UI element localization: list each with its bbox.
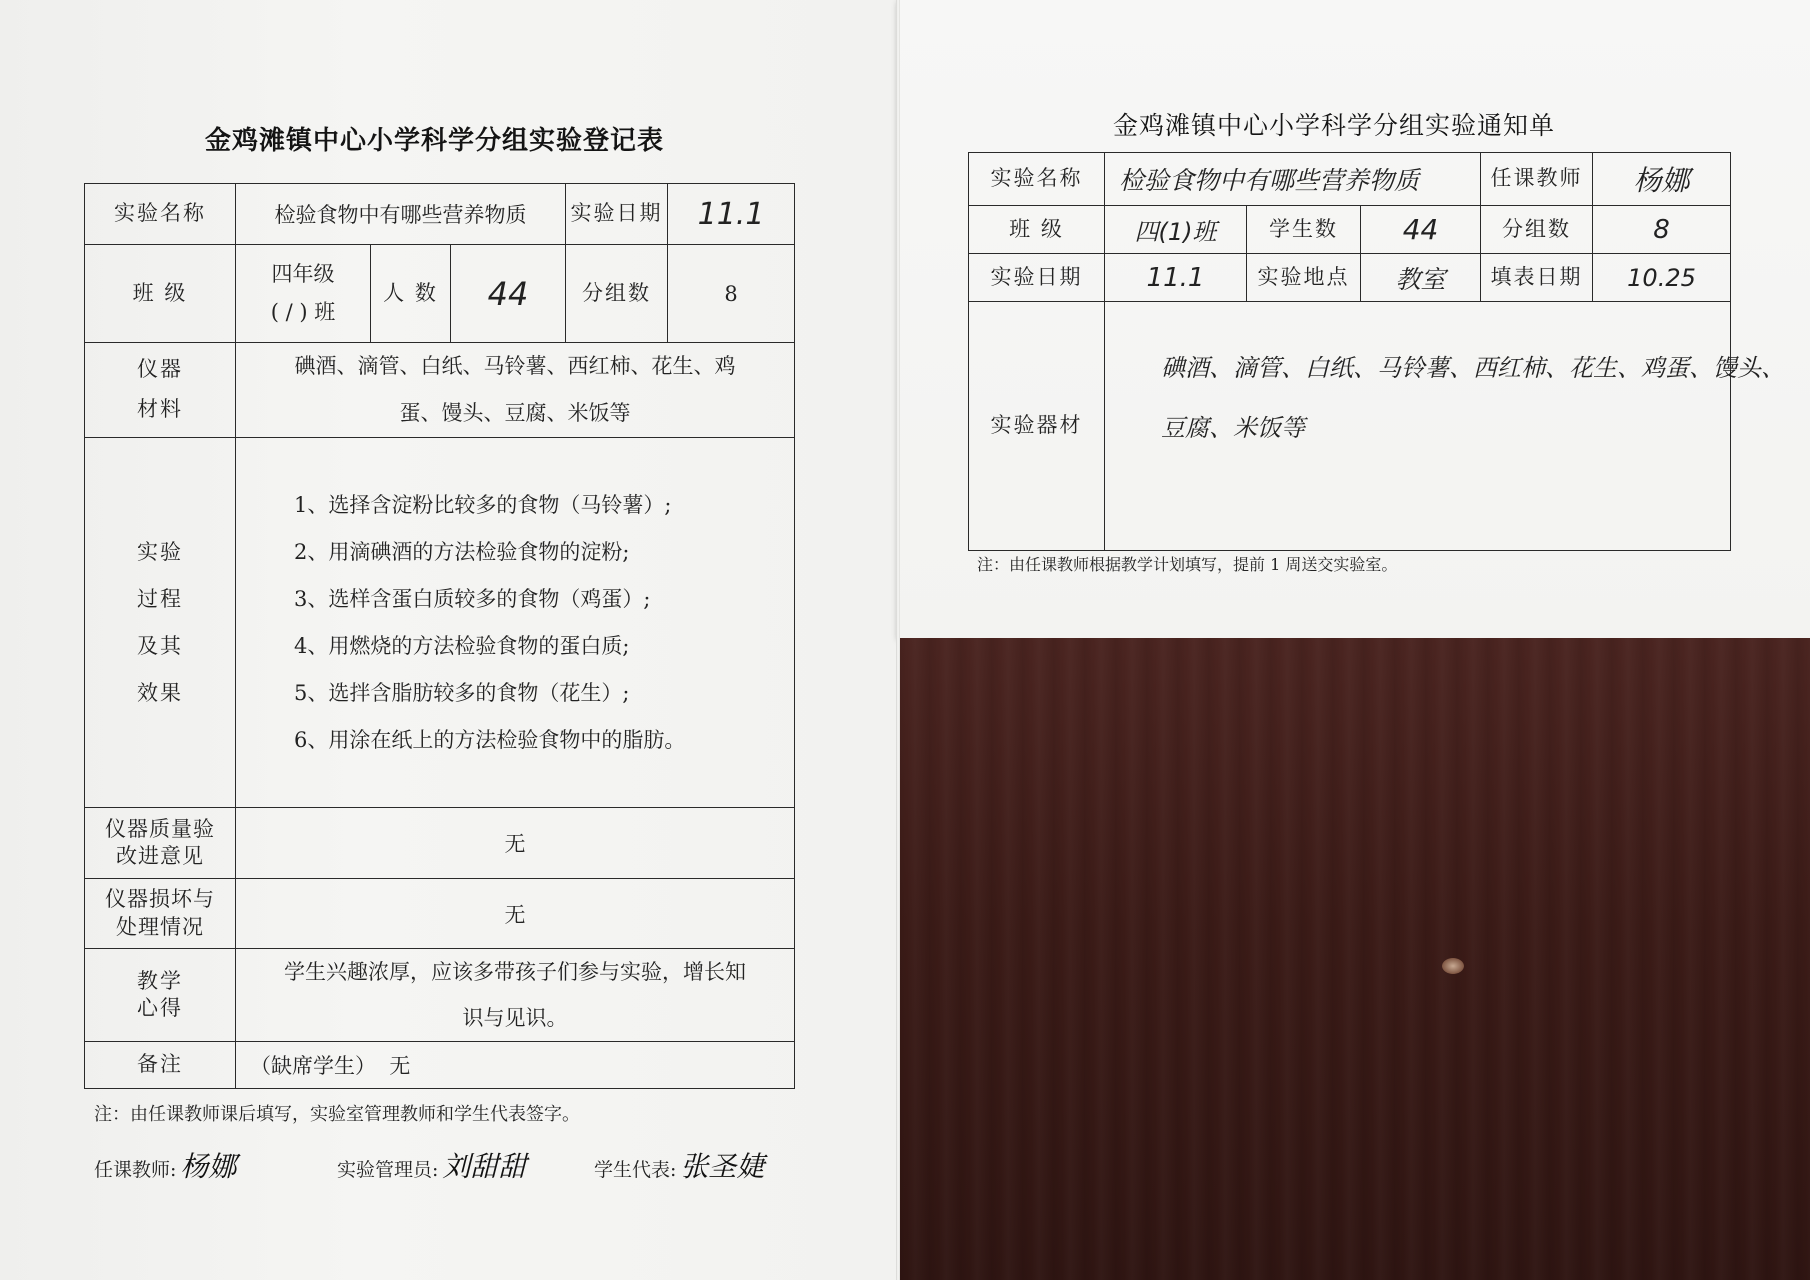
student-signature — [594, 1145, 764, 1185]
materials-line1: 碘酒、滴管、白纸、马铃薯、西红柿、花生、鸡 — [294, 354, 736, 378]
step-6: 6、用涂在纸上的方法检验食物中的脂肪。 — [294, 727, 686, 752]
experiment-name-label: 实验名称 — [85, 184, 236, 245]
materials-value — [236, 343, 795, 438]
process-label-1: 实验 — [137, 539, 183, 564]
notice-materials-line1: 碘酒、滴管、白纸、马铃薯、西红柿、花生、鸡蛋、馒头、 — [1161, 354, 1785, 382]
damage-label — [85, 879, 236, 949]
table-row — [969, 302, 1731, 551]
reflection-line2: 识与见识。 — [462, 1006, 568, 1030]
table-row — [969, 254, 1731, 302]
notice-materials-label: 实验器材 — [969, 302, 1105, 551]
notice-class-value: 四(1)班 — [1105, 206, 1247, 254]
teacher-signature — [94, 1145, 236, 1185]
notice-groups-label: 分组数 — [1481, 206, 1593, 254]
registration-table — [84, 183, 795, 1089]
notice-teacher-label: 任课教师 — [1481, 153, 1593, 206]
notice-table — [968, 152, 1785, 551]
quality-label-line2: 改进意见 — [116, 844, 204, 868]
wood-knot — [1442, 958, 1464, 974]
process-label-4: 效果 — [137, 680, 183, 705]
step-4: 4、用燃烧的方法检验食物的蛋白质; — [294, 633, 630, 658]
right-form-title: 金鸡滩镇中心小学科学分组实验通知单 — [1113, 111, 1556, 140]
admin-signature — [337, 1145, 526, 1185]
notice-name-value: 检验食物中有哪些营养物质 — [1105, 153, 1481, 206]
left-form-title: 金鸡滩镇中心小学科学分组实验登记表 — [205, 126, 665, 156]
damage-label-line1: 仪器损坏与 — [105, 887, 215, 912]
materials-line2: 蛋、馒头、豆腐、米饭等 — [399, 401, 631, 425]
admin-signature-value: 刘甜甜 — [442, 1150, 527, 1183]
quality-label-line1: 仪器质量验 — [105, 816, 215, 841]
table-row — [85, 438, 795, 808]
count-label: 人 数 — [371, 245, 451, 343]
materials-label-line2: 材料 — [137, 397, 183, 421]
class-label: 班 级 — [85, 245, 236, 343]
process-steps — [236, 438, 795, 808]
notice-class-label: 班 级 — [969, 206, 1105, 254]
paper-edge — [896, 0, 900, 1280]
experiment-date-label: 实验日期 — [566, 184, 668, 245]
teacher-signature-value: 杨娜 — [180, 1150, 237, 1183]
process-label — [85, 438, 236, 808]
damage-label-line2: 处理情况 — [116, 914, 204, 939]
remark-label: 备注 — [85, 1042, 236, 1089]
remark-value: （缺席学生） 无 — [236, 1042, 795, 1089]
quality-label — [85, 808, 236, 879]
count-value: 44 — [451, 245, 566, 343]
table-row — [85, 184, 795, 245]
table-row — [85, 1042, 795, 1089]
materials-label-line1: 仪器 — [137, 357, 183, 382]
left-form-note: 注：由任课教师课后填写，实验室管理教师和学生代表签字。 — [94, 1104, 580, 1125]
table-row — [85, 879, 795, 949]
notice-date-value: 11.1 — [1105, 254, 1247, 302]
notice-date-label: 实验日期 — [969, 254, 1105, 302]
groups-label: 分组数 — [566, 245, 668, 343]
experiment-date-value: 11.1 — [668, 184, 795, 245]
process-label-2: 过程 — [137, 586, 183, 611]
notice-students-value: 44 — [1361, 206, 1481, 254]
experiment-name-value: 检验食物中有哪些营养物质 — [236, 184, 566, 245]
notice-materials-line2: 豆腐、米饭等 — [1161, 414, 1305, 442]
notice-materials-value — [1105, 302, 1785, 551]
notice-name-label: 实验名称 — [969, 153, 1105, 206]
step-1: 1、选择含淀粉比较多的食物（马铃薯）; — [294, 492, 672, 517]
table-row — [85, 808, 795, 879]
student-signature-label: 学生代表: — [594, 1159, 677, 1181]
teacher-signature-label: 任课教师: — [94, 1159, 177, 1181]
damage-value: 无 — [236, 879, 795, 949]
groups-value: 8 — [668, 245, 795, 343]
class-value — [236, 245, 371, 343]
process-label-3: 及其 — [137, 633, 183, 658]
step-2: 2、用滴碘酒的方法检验食物的淀粉; — [294, 539, 630, 564]
step-5: 5、选拌含脂肪较多的食物（花生）; — [294, 680, 630, 705]
class-grade: 四年级 — [271, 261, 335, 286]
reflection-value — [236, 949, 795, 1042]
right-form-note: 注：由任课教师根据教学计划填写，提前 1 周送交实验室。 — [977, 555, 1398, 574]
notice-groups-value: 8 — [1593, 206, 1731, 254]
step-3: 3、选样含蛋白质较多的食物（鸡蛋）; — [294, 586, 651, 611]
reflection-label — [85, 949, 236, 1042]
table-row — [969, 206, 1731, 254]
admin-signature-label: 实验管理员: — [337, 1159, 439, 1181]
notice-fill-date-value: 10.25 — [1593, 254, 1731, 302]
wooden-table-surface — [898, 638, 1810, 1280]
notice-fill-date-label: 填表日期 — [1481, 254, 1593, 302]
table-row — [85, 245, 795, 343]
student-signature-value: 张圣婕 — [680, 1150, 765, 1183]
table-row — [85, 949, 795, 1042]
reflection-label-line2: 心得 — [137, 996, 183, 1020]
quality-value: 无 — [236, 808, 795, 879]
class-number: ( / ) 班 — [270, 299, 336, 324]
notice-place-label: 实验地点 — [1247, 254, 1361, 302]
table-row — [85, 343, 795, 438]
notice-students-label: 学生数 — [1247, 206, 1361, 254]
notice-teacher-value: 杨娜 — [1593, 153, 1731, 206]
table-row — [969, 153, 1731, 206]
materials-label — [85, 343, 236, 438]
reflection-label-line1: 教学 — [137, 968, 183, 993]
notice-place-value: 教室 — [1361, 254, 1481, 302]
reflection-line1: 学生兴趣浓厚，应该多带孩子们参与实验，增长知 — [284, 960, 746, 984]
